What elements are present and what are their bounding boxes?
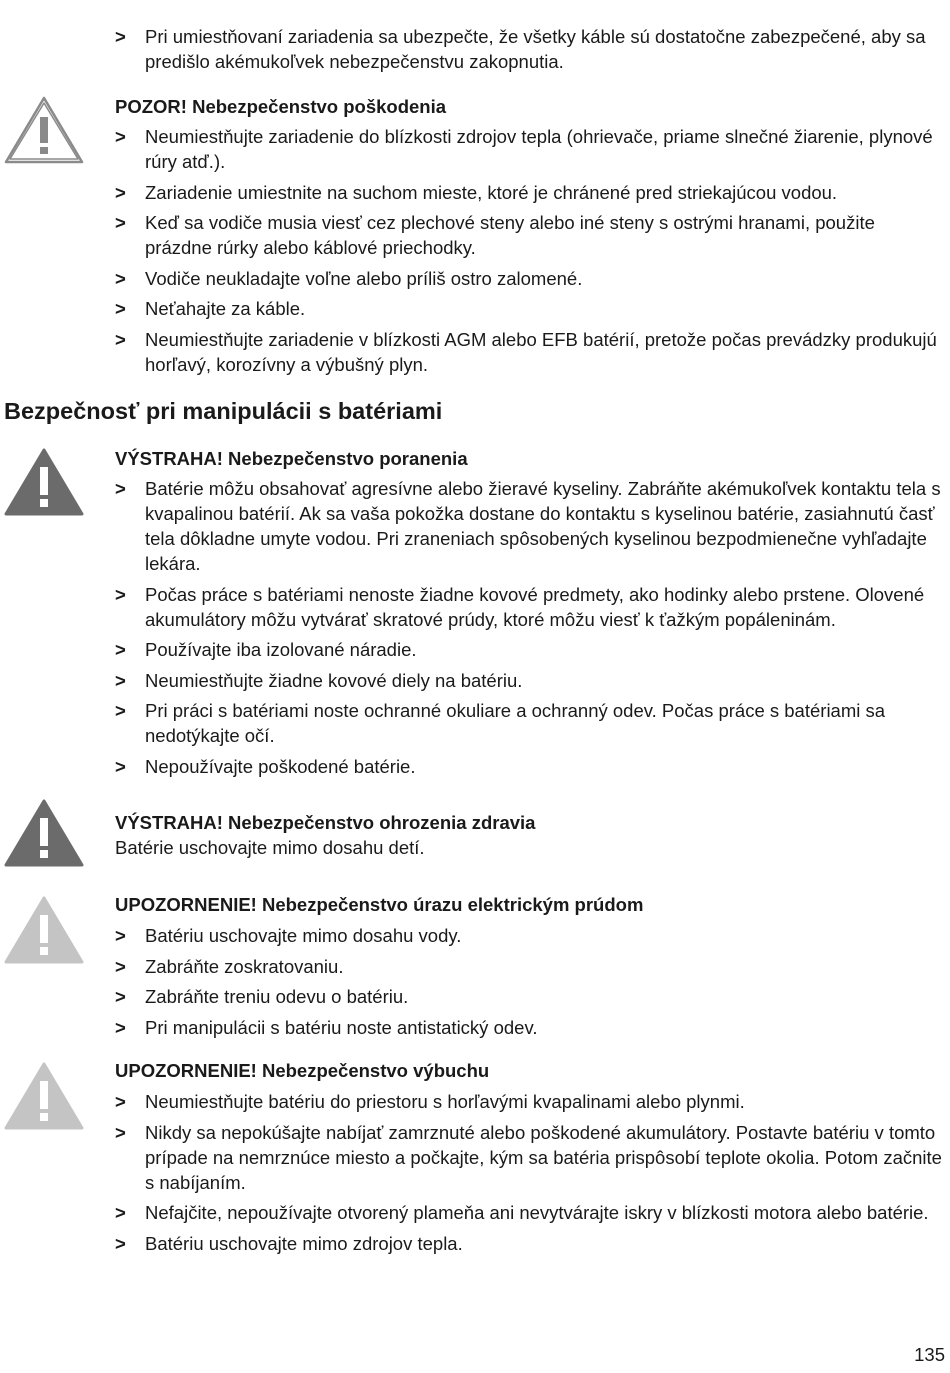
warning-injury-list: [115, 476, 945, 784]
list-item: > Neumiestňujte zariadenie do blízkosti zdrojov tepla (ohrievače, priame slnečné žiarenie, plynové rúry atď.).: [115, 124, 945, 174]
notice-shock-title: UPOZORNENIE! Nebezpečenstvo úrazu elektrickým prúdom: [115, 894, 644, 915]
list-item: > Vodiče neukladajte voľne alebo príliš ostro zalomené.: [115, 266, 945, 291]
notice-explosion-list: [115, 1089, 945, 1261]
warning-light-icon: [3, 895, 85, 965]
list-item: > Zabráňte zoskratovaniu.: [115, 954, 945, 979]
pozor-title: POZOR! Nebezpečenstvo poškodenia: [115, 96, 447, 117]
list-item: > Pri práci s batériami noste ochranné okuliare a ochranný odev. Počas práce s batériami sa nedotýkajte očí.: [115, 698, 945, 748]
list-item: > Nepoužívajte poškodené batérie.: [115, 754, 945, 779]
pozor-list: [115, 124, 945, 382]
list-item: > Nefajčite, nepoužívajte otvorený plameňa ani nevytvárajte iskry v blízkosti motora alebo batérie.: [115, 1200, 945, 1225]
list-item: > Neumiestňujte žiadne kovové diely na batériu.: [115, 668, 945, 693]
list-item: > Pri manipulácii s batériu noste antistatický odev.: [115, 1015, 945, 1040]
list-item: > Neumiestňujte zariadenie v blízkosti AGM alebo EFB batérií, pretože počas prevádzky produkujú horľavý, korozívny a výbušný plyn.: [115, 327, 945, 377]
list-item: > Batériu uschovajte mimo zdrojov tepla.: [115, 1231, 945, 1256]
page-number: 135: [914, 1344, 945, 1365]
warning-dark-icon: [3, 798, 85, 868]
list-item: > Neťahajte za káble.: [115, 296, 945, 321]
section-heading: Bezpečnosť pri manipulácii s batériami: [4, 398, 443, 424]
list-item: > Pri umiestňovaní zariadenia sa ubezpečte, že všetky káble sú dostatočne zabezpečené, aby sa predišlo akémukoľvek nebezpečenstvu zakopnutia.: [115, 24, 945, 74]
warning-health-title: VÝSTRAHA! Nebezpečenstvo ohrozenia zdravia: [115, 812, 536, 833]
warning-dark-icon: [3, 447, 85, 517]
list-item: > Nikdy sa nepokúšajte nabíjať zamrznuté alebo poškodené akumulátory. Postavte batériu v tomto prípade na nemrznúce miesto a počkajte, kým sa batéria prispôsobí teplote okolia. Potom začnite s nabíjaním.: [115, 1120, 945, 1195]
list-item: > Počas práce s batériami nenoste žiadne kovové predmety, ako hodinky alebo prstene. Olovené akumulátory môžu vytvárať skratové prúdy, ktoré môžu viesť k ťažkým popáleninám.: [115, 582, 945, 632]
warning-health-text: Batérie uschovajte mimo dosahu detí.: [115, 837, 425, 858]
notice-shock-list: [115, 923, 945, 1045]
list-item: > Neumiestňujte batériu do priestoru s horľavými kvapalinami alebo plynmi.: [115, 1089, 945, 1114]
list-item: > Keď sa vodiče musia viesť cez plechové steny alebo iné steny s ostrými hranami, použite prázdne rúrky alebo káblové priechodky.: [115, 210, 945, 260]
warning-injury-title: VÝSTRAHA! Nebezpečenstvo poranenia: [115, 448, 468, 469]
list-item: > Batérie môžu obsahovať agresívne alebo žieravé kyseliny. Zabráňte akémukoľvek kontaktu tela s kvapalinou batérií. Ak sa vaša pokožka dostane do kontaktu s kyselinou batérie, zasiahnutú časť tela dôkladne umyte vodou. Pri zraneniach spôsobených kyselinou bezpodmienečne vyhľadajte lekára.: [115, 476, 945, 576]
intro-list: [115, 24, 945, 80]
warning-outline-icon: [3, 95, 85, 165]
warning-light-icon: [3, 1061, 85, 1131]
list-item: > Batériu uschovajte mimo dosahu vody.: [115, 923, 945, 948]
list-item: > Používajte iba izolované náradie.: [115, 637, 945, 662]
notice-explosion-title: UPOZORNENIE! Nebezpečenstvo výbuchu: [115, 1060, 490, 1081]
list-item: > Zariadenie umiestnite na suchom mieste, ktoré je chránené pred striekajúcou vodou.: [115, 180, 945, 205]
list-item: > Zabráňte treniu odevu o batériu.: [115, 984, 945, 1009]
